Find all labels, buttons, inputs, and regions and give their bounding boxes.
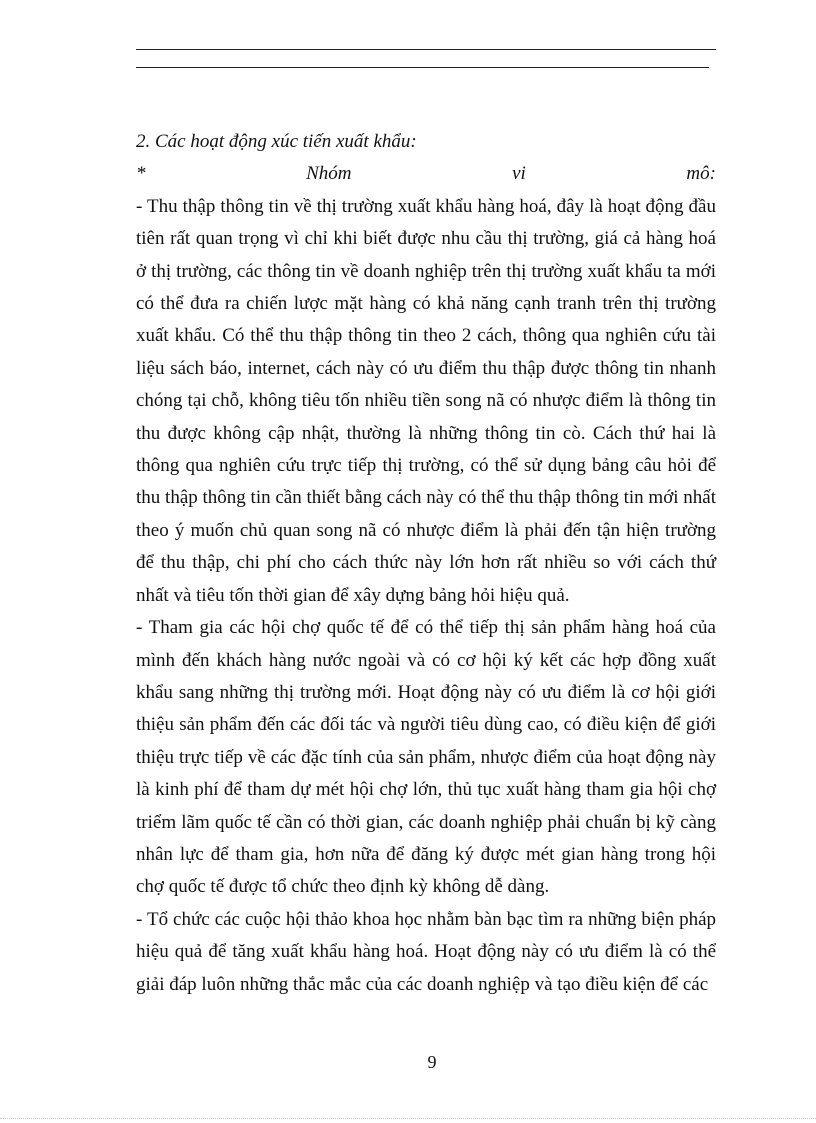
- page-edge-divider: [0, 1118, 816, 1119]
- document-body: [136, 126, 716, 1001]
- group-heading: [136, 158, 716, 190]
- group-word-1: Nhóm: [306, 163, 352, 185]
- group-word-3: mô:: [686, 163, 716, 185]
- group-word-2: vi: [512, 163, 526, 185]
- section-heading: 2. Các hoạt động xúc tiến xuất khẩu:: [136, 131, 417, 152]
- header-rule-top: [136, 49, 716, 50]
- paragraph-trade-fairs: - Tham gia các hội chợ quốc tế để có thể tiếp thị sản phẩm hàng hoá của mình đến khách hàng nước ngoài và có cơ hội ký kết các hợp đồng xuất khẩu sang những thị trường mới. Hoạt động này có ưu điểm là cơ hội giới thiệu sản phẩm đến các đối tác và người tiêu dùng cao, có điều kiện để giới thiệu trực tiếp về các đặc tính của sản phẩm, nhược điểm của hoạt động này là kinh phí để tham dự mét hội chợ lớn, thủ tục xuất hàng tham gia hội chợ triểm lãm quốc tế cần có thời gian, các doanh nghiệp phải chuẩn bị kỹ càng nhân lực để tham gia, hơn nữa để đăng ký được mét gian hàng trong hội chợ quốc tế được tổ chức theo định kỳ không dễ dàng.: [136, 617, 716, 898]
- paragraph-market-research: - Thu thập thông tin về thị trường xuất khẩu hàng hoá, đây là hoạt động đầu tiên rất quan trọng vì chỉ khi biết được nhu cầu thị trường, giá cả hàng hoá ở thị trường, các thông tin về doanh nghiệp trên thị trường xuất khẩu ta mới có thể đưa ra chiến lược mặt hàng có khả năng cạnh tranh trên thị trường xuất khẩu. Có thể thu thập thông tin theo 2 cách, thông qua nghiên cứu tài liệu sách báo, internet, cách này có ưu điểm thu thập được thông tin nhanh chóng tại chỗ, không tiêu tốn nhiều tiền song nã có nhược điểm là thông tin thu được không cập nhật, thường là những thông tin cò. Cách thứ hai là thông qua nghiên cứu trực tiếp thị trường, có thể sử dụng bảng câu hỏi để thu thập thông tin cần thiết bằng cách này có thể thu thập thông tin mới nhất theo ý muốn chủ quan song nã có nhược điểm là phải đến tận hiện trường để thu thập, chi phí cho cách thức này lớn hơn rất nhiều so với cách thứ nhất và tiêu tốn thời gian để xây dựng bảng hỏi hiệu quả.: [136, 195, 716, 606]
- header-rule-bottom: [136, 67, 709, 68]
- page-number: 9: [427, 1052, 437, 1072]
- group-bullet: *: [136, 163, 146, 185]
- paragraph-seminars: - Tổ chức các cuộc hội thảo khoa học nhằm bàn bạc tìm ra những biện pháp hiệu quả để tăng xuất khẩu hàng hoá. Hoạt động này có ưu điểm là có thể giải đáp luôn những thắc mắc của các doanh nghiệp và tạo điều kiện để các: [136, 908, 716, 995]
